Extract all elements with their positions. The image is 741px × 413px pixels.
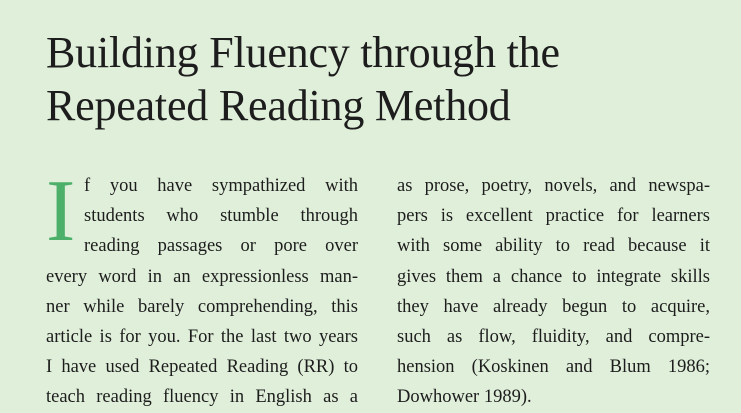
- body-line: reading passages or pore over: [84, 236, 358, 257]
- body-line: article is for you. For the last two years: [46, 326, 358, 347]
- body-line: they have already begun to acquire,: [397, 296, 710, 317]
- body-line: Dowhower 1989).: [397, 387, 532, 408]
- body-line: I have used Repeated Reading (RR) to: [46, 357, 358, 378]
- body-line: every word in an expressionless man-: [46, 266, 358, 287]
- article-title: [46, 26, 726, 132]
- title-line-2: Repeated Reading Method: [46, 81, 511, 130]
- body-line: teach reading fluency in English as a: [46, 387, 358, 408]
- drop-cap: I: [46, 163, 76, 260]
- body-line: f you have sympathized with: [84, 176, 358, 196]
- left-column: [46, 171, 358, 413]
- title-line-1: Building Fluency through the: [46, 28, 560, 77]
- body-line: as prose, poetry, novels, and newspa-: [397, 176, 710, 196]
- body-line: such as flow, fluidity, and compre-: [397, 326, 710, 347]
- body-line: hension (Koskinen and Blum 1986;: [397, 357, 710, 378]
- body-line: pers is excellent practice for learners: [397, 206, 710, 227]
- right-column: [397, 171, 710, 413]
- body-line: students who stumble through: [84, 206, 358, 227]
- body-line: gives them a chance to integrate skills: [397, 266, 710, 287]
- body-line: ner while barely comprehending, this: [46, 296, 358, 317]
- body-line: with some ability to read because it: [397, 236, 710, 257]
